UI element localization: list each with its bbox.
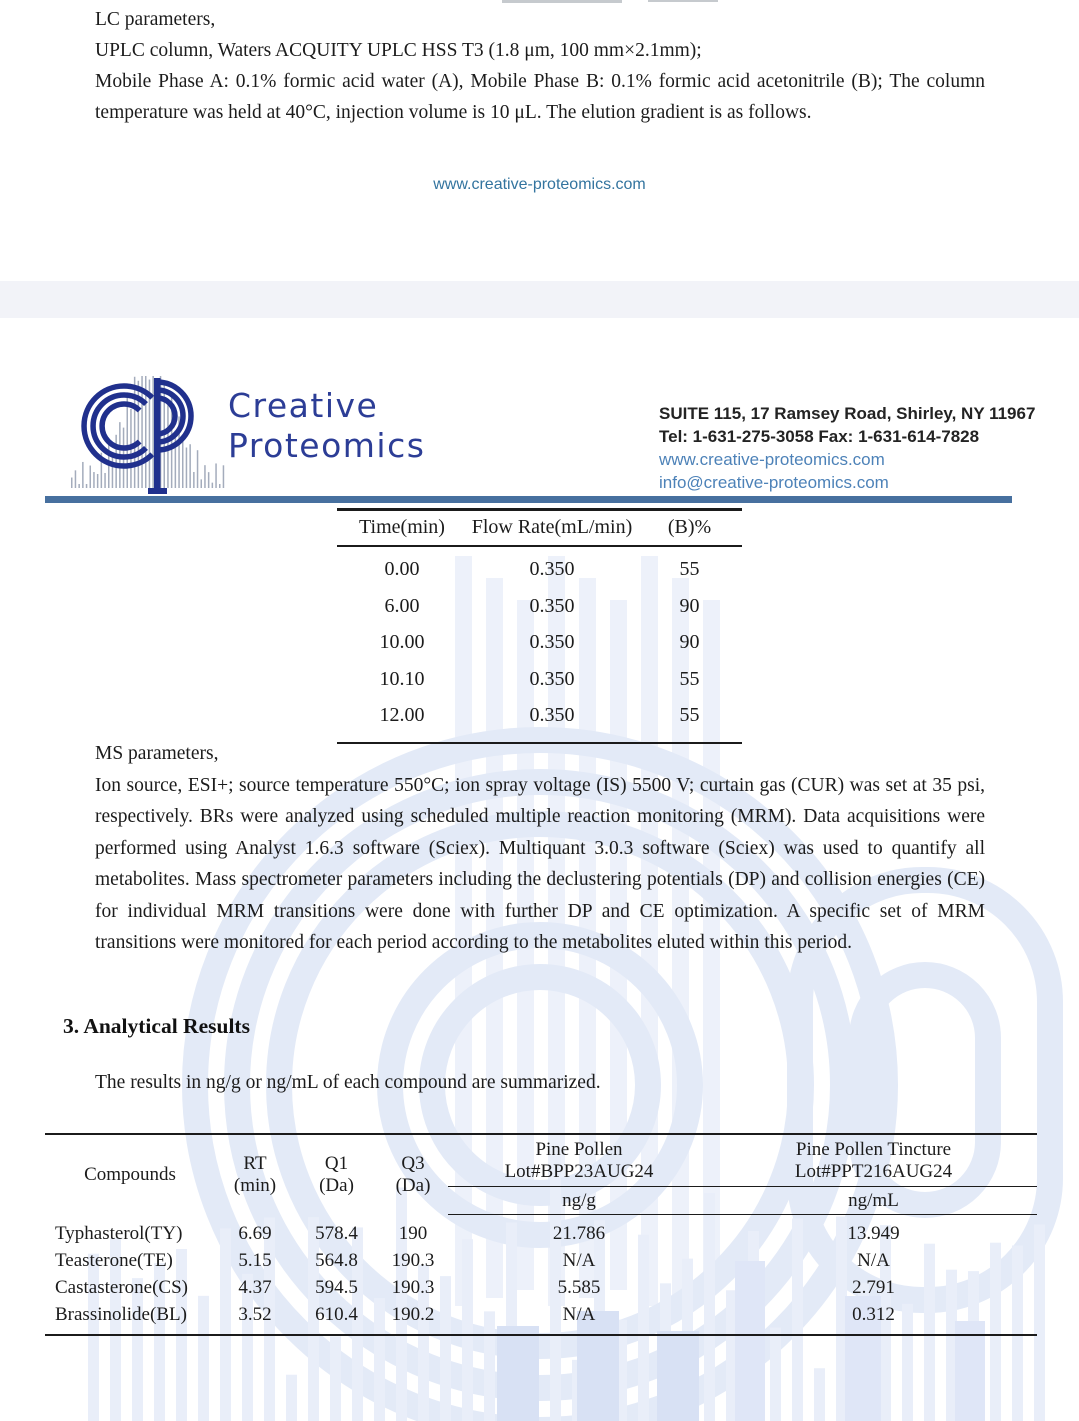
- gt-cell: 0.350: [529, 704, 575, 726]
- gt-cell: 0.350: [529, 558, 575, 580]
- gt-header-time: Time(min): [359, 516, 445, 538]
- results-table-header: [45, 1135, 1037, 1215]
- gt-cell: 90: [679, 631, 700, 653]
- gt-header-b: (B)%: [667, 516, 712, 538]
- gt-cell: 55: [679, 704, 700, 726]
- elution-gradient-table: [337, 508, 742, 744]
- section-heading: 3. Analytical Results: [63, 1014, 250, 1038]
- rt-cell: 13.949: [847, 1223, 900, 1244]
- gt-cell: 0.350: [529, 667, 575, 690]
- gt-cell: 6.00: [384, 594, 420, 617]
- logo-word-proteomics: Proteomics: [228, 426, 426, 465]
- rt-cell: Castasterone(CS): [55, 1277, 188, 1298]
- ms-parameters-section: [95, 738, 985, 959]
- rt-cell: N/A: [562, 1250, 596, 1271]
- rt-cell: 190: [398, 1223, 428, 1244]
- gradient-table-body: [337, 547, 742, 742]
- header-q1: [295, 1135, 378, 1215]
- table-row: [45, 1247, 1037, 1274]
- table-row: [337, 588, 742, 625]
- lc-line-1: LC parameters,: [95, 9, 216, 30]
- sample1-lot: Lot#BPP23AUG24: [504, 1161, 654, 1182]
- gt-cell: 0.350: [529, 631, 575, 653]
- rt-cell: 3.52: [238, 1304, 272, 1325]
- table-row: [45, 1274, 1037, 1301]
- cp-logo-icon: [68, 362, 228, 502]
- analytical-results-table: [45, 1133, 1037, 1336]
- header-sample1: [448, 1135, 710, 1187]
- website-link[interactable]: www.creative-proteomics.com: [659, 450, 885, 469]
- lc-parameters-paragraph: [95, 4, 985, 128]
- page-break-band: [0, 281, 1079, 318]
- rt-cell: Typhasterol(TY): [55, 1223, 183, 1244]
- header-sample2: [710, 1135, 1037, 1187]
- gt-cell: 10.00: [379, 631, 425, 653]
- page-top-remnant: [502, 0, 622, 3]
- address-line: SUITE 115, 17 Ramsey Road, Shirley, NY 11967: [659, 404, 1036, 423]
- gt-header-flow: Flow Rate(mL/min): [471, 516, 633, 538]
- gt-cell: 10.10: [379, 667, 425, 690]
- lc-line-2: UPLC column, Waters ACQUITY UPLC HSS T3 (1.8 μm, 100 mm×2.1mm);: [95, 40, 702, 61]
- rt-cell: 564.8: [315, 1250, 358, 1271]
- ms-parameters-paragraph: Ion source, ESI+; source temperature 550°C; ion spray voltage (IS) 5500 V; curtain gas (CUR) was set at 35 psi, respectively. BRs were analyzed using scheduled multiple reaction monitoring (MRM). Data acquisitions were performed using Analyst 1.6.3 software (Sciex). Multiquant 3.0.3 software (Sciex) was used to quantify all metabolites. Mass spectrometer parameters including the declustering potentials (DP) and collision energies (CE) for individual MRM transitions were done with further DP and CE optimization. A specific set of MRM transitions were monitored for each period according to the metabolites eluted within this period.: [95, 774, 985, 953]
- letterhead-rule: [45, 496, 1012, 503]
- table-row: [337, 551, 742, 588]
- gt-cell: 55: [679, 558, 700, 580]
- email-link[interactable]: info@creative-proteomics.com: [659, 473, 889, 492]
- phone-fax-line: Tel: 1-631-275-3058 Fax: 1-631-614-7828: [659, 427, 980, 446]
- company-logo: [68, 362, 518, 498]
- rt-cell: 610.4: [315, 1304, 358, 1325]
- sample2-lot: Lot#PPT216AUG24: [794, 1161, 953, 1182]
- rt-cell: 2.791: [852, 1277, 895, 1298]
- gt-cell: 0.00: [384, 558, 420, 580]
- rt-cell: Brassinolide(BL): [55, 1304, 187, 1325]
- gt-cell: 55: [679, 667, 700, 690]
- table-row: [337, 661, 742, 698]
- rt-cell: Teasterone(TE): [55, 1250, 173, 1271]
- table-row: [337, 624, 742, 661]
- header-q3: [378, 1135, 448, 1215]
- rt-cell: 594.5: [315, 1277, 358, 1298]
- rt-cell: N/A: [562, 1304, 596, 1325]
- table-row: [45, 1301, 1037, 1328]
- table-row: [337, 697, 742, 734]
- rt-cell: 190.3: [391, 1250, 435, 1271]
- sample1-unit: ng/g: [448, 1187, 710, 1215]
- rt-cell: 0.312: [852, 1304, 895, 1325]
- header-compounds: Compounds: [84, 1164, 176, 1185]
- gt-cell: 90: [679, 594, 700, 617]
- results-intro-text: The results in ng/g or ng/mL of each compound are summarized.: [95, 1072, 601, 1093]
- rt-cell: 190.2: [391, 1304, 435, 1325]
- header-rt: [215, 1135, 295, 1215]
- logo-wordmark: [228, 386, 425, 466]
- gt-cell: 12.00: [379, 704, 425, 726]
- rt-cell: 21.786: [552, 1223, 606, 1244]
- sample2-name: Pine Pollen Tincture: [795, 1139, 952, 1160]
- rt-cell: 4.37: [238, 1277, 272, 1298]
- gt-cell: 0.350: [529, 594, 575, 617]
- header-q1-unit: (Da): [319, 1175, 354, 1196]
- header-q3-unit: (Da): [395, 1175, 431, 1196]
- rt-cell: N/A: [857, 1250, 890, 1271]
- gradient-table-header: [337, 511, 742, 547]
- header-q1-label: Q1: [324, 1153, 349, 1174]
- lc-line-3: Mobile Phase A: 0.1% formic acid water (A), Mobile Phase B: 0.1% formic acid acetonitrile (B); The column temperature was held at 40°C, injection volume is 10 μL. The elution gradient is as follows.: [95, 71, 985, 123]
- rt-cell: 578.4: [315, 1223, 358, 1244]
- ms-parameters-label: MS parameters,: [95, 743, 219, 764]
- results-table-body: [45, 1215, 1037, 1334]
- rt-cell: 5.15: [238, 1250, 272, 1271]
- rt-cell: 5.585: [557, 1277, 601, 1298]
- rt-cell: 190.3: [391, 1277, 435, 1298]
- logo-word-creative: Creative: [228, 386, 379, 425]
- header-rt-label: RT: [243, 1153, 267, 1174]
- rt-cell: 6.69: [238, 1223, 272, 1244]
- table-row: [45, 1220, 1037, 1247]
- page-top-remnant: [648, 0, 718, 2]
- sample2-unit: ng/mL: [710, 1187, 1037, 1215]
- letterhead-address: [659, 402, 1054, 494]
- footer-website-link[interactable]: www.creative-proteomics.com: [433, 176, 646, 193]
- sample1-name: Pine Pollen: [535, 1139, 623, 1160]
- header-q3-label: Q3: [401, 1153, 425, 1174]
- header-rt-unit: (min): [233, 1175, 277, 1196]
